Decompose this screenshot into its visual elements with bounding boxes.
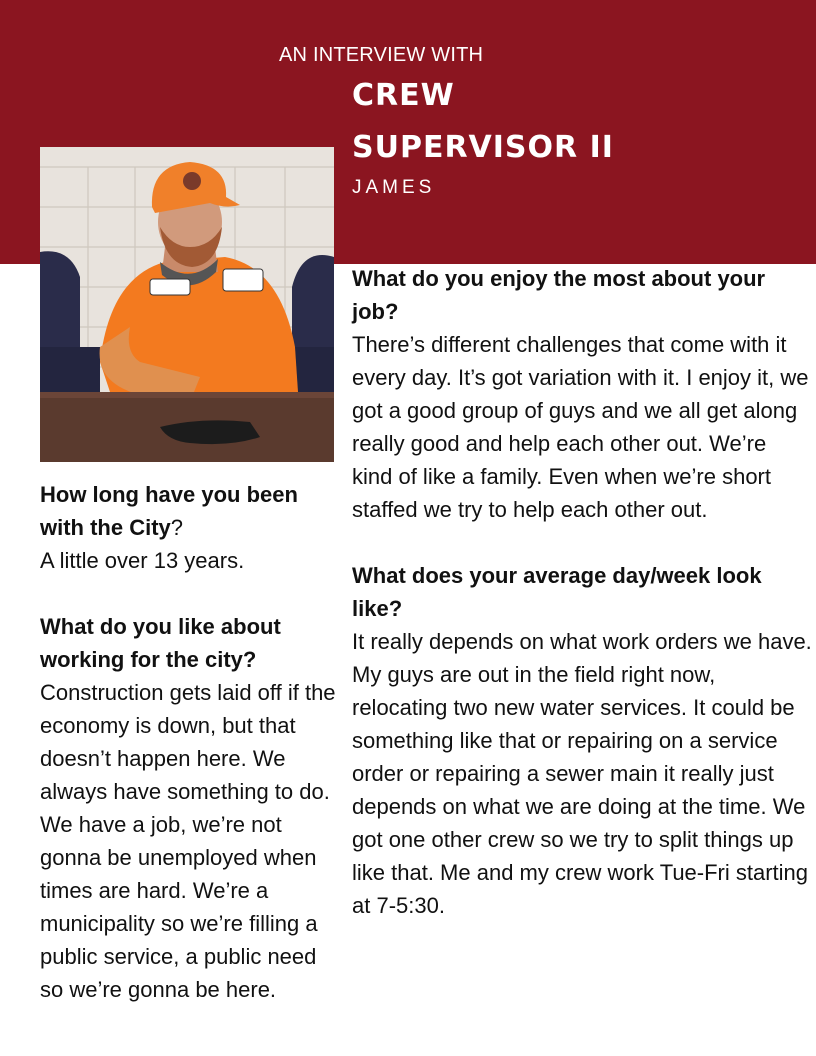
right-column	[352, 262, 812, 955]
question-text: What do you like about working for the city?	[40, 614, 281, 672]
qa-item	[40, 610, 340, 1006]
title-line-1: CREW	[352, 78, 455, 113]
interviewee-name: JAMES	[352, 177, 436, 198]
answer: There’s different challenges that come with it every day. It’s got variation with it. I enjoy it, we got a good group of guys and we all get along really good and help each other out. We’re kind of like a family. Even when we’re short staffed we try to help each other out.	[352, 332, 809, 522]
eyebrow-text: AN INTERVIEW WITH	[279, 44, 484, 66]
answer: It really depends on what work orders we have. My guys are out in the field right now, relocating two new water services. It could be something like that or repairing on a service order or repairing a sewer main it really just depends on what we are doing at the time. We got one other crew so we try to split things up like that. Me and my crew work Tue-Fri starting at 7-5:30.	[352, 629, 812, 918]
question	[352, 559, 812, 625]
answer: Construction gets laid off if the economy is down, but that doesn’t happen here. We always have something to do. We have a job, we’re not gonna be unemployed when times are hard. We’re a municipality so we’re filling a public service, a public need so we’re gonna be here.	[40, 680, 336, 1002]
qa-item	[352, 262, 812, 526]
question	[352, 262, 812, 328]
left-column	[40, 478, 340, 1039]
qa-item	[352, 559, 812, 922]
title-line-2: SUPERVISOR II	[352, 130, 614, 165]
answer: A little over 13 years.	[40, 548, 245, 573]
question	[40, 610, 340, 676]
interviewee-photo	[40, 147, 334, 462]
question-text: How long have you been with the City	[40, 482, 298, 540]
question-suffix: ?	[170, 515, 184, 540]
question-text: What do you enjoy the most about your job?	[352, 266, 766, 324]
question	[40, 478, 340, 544]
photo-illustration	[40, 147, 334, 462]
qa-item	[40, 478, 340, 577]
page-title	[352, 70, 614, 174]
question-text: What does your average day/week look like?	[352, 563, 762, 621]
